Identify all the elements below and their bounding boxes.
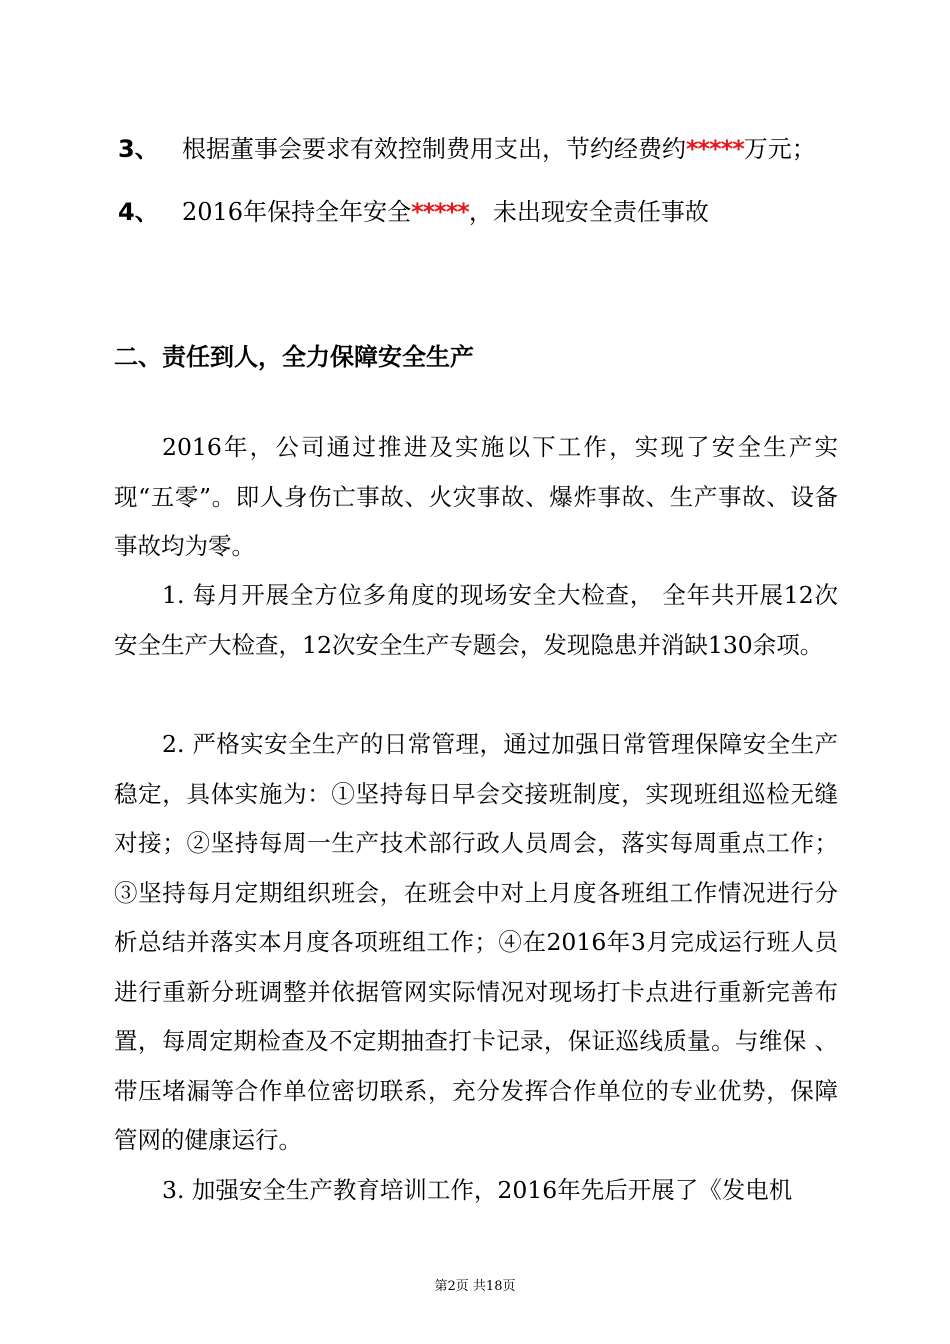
list-item-4 xyxy=(118,197,709,227)
list-item-text: 根据董事会要求有效控制费用支出，节约经费约 xyxy=(182,135,686,163)
page-footer: 第2页 共18页 xyxy=(434,1279,516,1294)
list-item-3 xyxy=(118,134,816,164)
list-item-number: 4、 xyxy=(118,198,159,226)
redacted-value: ***** xyxy=(411,198,469,226)
list-item-text: 2016年保持全年安全 xyxy=(182,198,412,226)
list-item-text-tail: 万元； xyxy=(743,135,816,163)
paragraph-item-3: 3. 加强安全生产教育培训工作，2016年先后开展了《发电机 xyxy=(162,1176,793,1204)
section-heading: 二、责任到人，全力保障安全生产 xyxy=(114,343,474,371)
redacted-value: ***** xyxy=(686,135,744,163)
list-item-number: 3、 xyxy=(118,135,159,163)
paragraph-item-1: 1. 每月开展全方位多角度的现场安全大检查， 全年共开展12次安全生产大检查，12次安全生产专题会，发现隐患并消缺130余项。 xyxy=(114,581,838,659)
paragraph-intro: 2016年，公司通过推进及实施以下工作，实现了安全生产实现“五零”。即人身伤亡事故、火灾事故、爆炸事故、生产事故、设备事故均为零。 xyxy=(114,433,838,560)
paragraph-item-2: 2. 严格实安全生产的日常管理，通过加强日常管理保障安全生产稳定，具体实施为：①坚持每日早会交接班制度，实现班组巡检无缝对接；②坚持每周一生产技术部行政人员周会，落实每周重点工作；③坚持每月定期组织班会，在班会中对上月度各班组工作情况进行分析总结并落实本月度各项班组工作；④在2016年3月完成运行班人员进行重新分班调整并依据管网实际情况对现场打卡点进行重新完善布置，每周定期检查及不定期抽查打卡记录，保证巡线质量。与维保 、带压堵漏等合作单位密切联系，充分发挥合作单位的专业优势，保障管网的健康运行。 xyxy=(114,730,838,1154)
list-item-text-tail: ，未出现安全责任事故 xyxy=(468,198,709,226)
